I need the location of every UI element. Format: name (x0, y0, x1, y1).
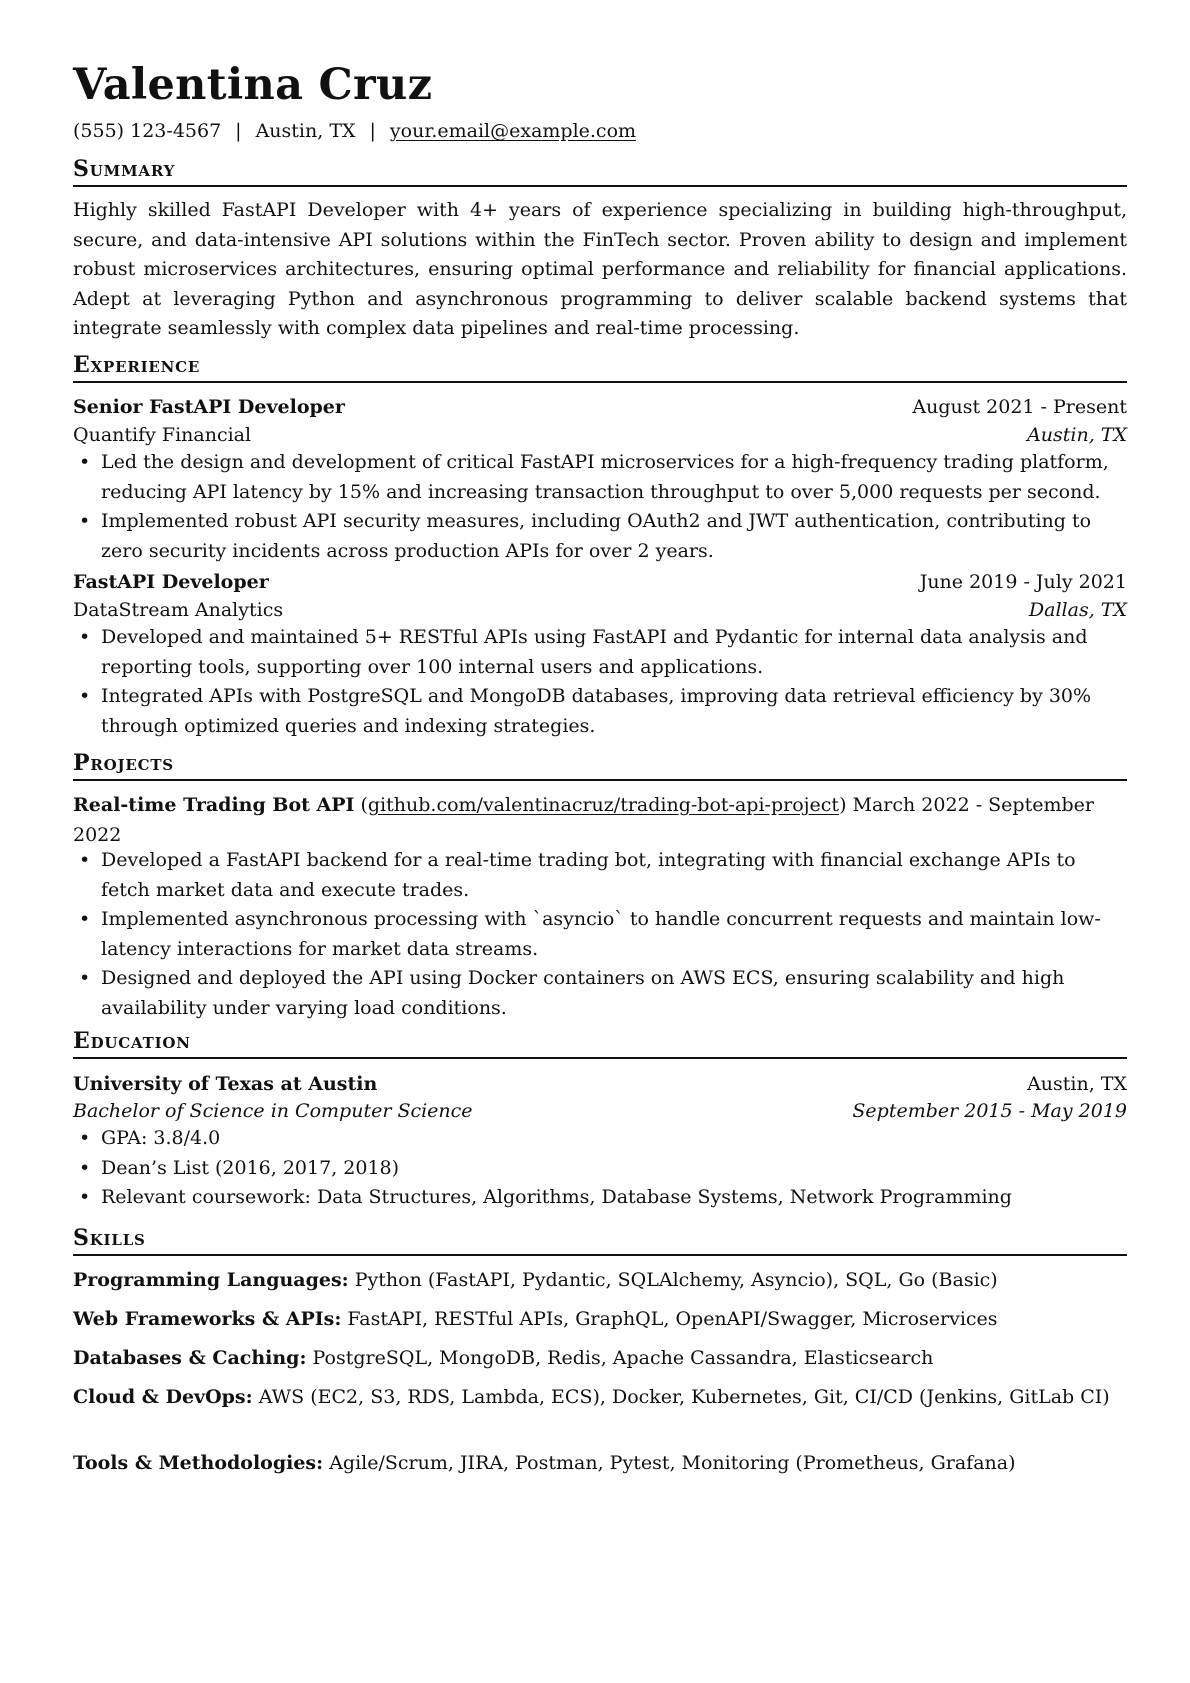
job-bullets (73, 623, 1127, 741)
email-link[interactable]: your.email@example.com (389, 120, 637, 142)
skill-value: PostgreSQL, MongoDB, Redis, Apache Cassandra, Elasticsearch (312, 1347, 934, 1369)
job-bullets (73, 448, 1127, 566)
contact-separator: | (235, 120, 242, 142)
project-link[interactable]: github.com/valentinacruz/trading-bot-api-project (367, 794, 840, 816)
skill-label: Cloud & DevOps: (73, 1386, 253, 1408)
school-name: University of Texas at Austin (73, 1073, 378, 1095)
job-header (73, 568, 1127, 596)
job-title: FastAPI Developer (73, 571, 269, 593)
skill-line (73, 1343, 1127, 1373)
section-title-summary: Summary (73, 156, 1127, 187)
contact-line (73, 120, 636, 142)
job-subheader (73, 421, 1127, 449)
education-bullets (73, 1124, 1127, 1213)
project-header: Real-time Trading Bot API (github.com/valentinacruz/trading-bot-api-project) March 2022 - September 2022 (73, 794, 1094, 846)
project-bullets (73, 846, 1127, 1023)
skill-value: AWS (EC2, S3, RDS, Lambda, ECS), Docker, Kubernetes, Git, CI/CD (Jenkins, GitLab CI) (258, 1386, 1110, 1408)
skill-value: FastAPI, RESTful APIs, GraphQL, OpenAPI/Swagger, Microservices (347, 1308, 998, 1330)
skill-label: Programming Languages: (73, 1269, 349, 1291)
section-title-experience: Experience (73, 352, 1127, 383)
job-subheader (73, 596, 1127, 624)
list-item: • Developed a FastAPI backend for a real-time trading bot, integrating with financial exchange APIs to fetch market data and execute trades. (73, 846, 1127, 905)
job-header (73, 393, 1127, 421)
section-title-education: Education (73, 1028, 1127, 1059)
list-item: • Implemented robust API security measures, including OAuth2 and JWT authentication, contributing to zero security incidents across production APIs for over 2 years. (73, 507, 1127, 566)
summary-text: Highly skilled FastAPI Developer with 4+ years of experience specializing in building high-throughput, secure, and data-intensive API solutions within the FinTech sector. Proven ability to design and implement robust microservices architectures, ensuring optimal performance and reliability for financial applications. Adept at leveraging Python and asynchronous programming to deliver scalable backend systems that integrate seamlessly with complex data pipelines and real-time processing. (73, 199, 1127, 339)
skill-line (73, 1304, 1127, 1334)
skill-line (73, 1382, 1127, 1412)
phone-number: (555) 123-4567 (73, 120, 222, 142)
school-location: Austin, TX (1027, 1073, 1127, 1095)
company-name: Quantify Financial (73, 424, 252, 446)
job-title: Senior FastAPI Developer (73, 396, 345, 418)
education-header (73, 1070, 1127, 1098)
skill-value: Agile/Scrum, JIRA, Postman, Pytest, Monitoring (Prometheus, Grafana) (329, 1452, 1016, 1474)
job-location: Austin, TX (1027, 424, 1127, 446)
list-item: • Developed and maintained 5+ RESTful APIs using FastAPI and Pydantic for internal data analysis and reporting tools, supporting over 100 internal users and applications. (73, 623, 1127, 682)
job-dates: June 2019 - July 2021 (919, 571, 1127, 593)
list-item: • Designed and deployed the API using Docker containers on AWS ECS, ensuring scalability and high availability under varying load conditions. (73, 964, 1127, 1023)
list-item: • Relevant coursework: Data Structures, Algorithms, Database Systems, Network Programming (73, 1183, 1127, 1213)
skill-line (73, 1448, 1127, 1478)
job-location: Dallas, TX (1028, 599, 1127, 621)
skill-label: Databases & Caching: (73, 1347, 307, 1369)
education-subheader (73, 1097, 1127, 1125)
project-name: Real-time Trading Bot API (73, 794, 355, 816)
contact-separator: | (369, 120, 376, 142)
list-item: • Led the design and development of critical FastAPI microservices for a high-frequency trading platform, reducing API latency by 15% and increasing transaction throughput to over 5,000 requests per second. (73, 448, 1127, 507)
skill-value: Python (FastAPI, Pydantic, SQLAlchemy, Asyncio), SQL, Go (Basic) (354, 1269, 998, 1291)
job-dates: August 2021 - Present (912, 396, 1127, 418)
skill-label: Tools & Methodologies: (73, 1452, 324, 1474)
list-item: • Implemented asynchronous processing with `asyncio` to handle concurrent requests and maintain low-latency interactions for market data streams. (73, 905, 1127, 964)
skill-label: Web Frameworks & APIs: (73, 1308, 342, 1330)
skill-line (73, 1265, 1127, 1295)
list-item: • Integrated APIs with PostgreSQL and MongoDB databases, improving data retrieval efficiency by 30% through optimized queries and indexing strategies. (73, 682, 1127, 741)
section-title-projects: Projects (73, 750, 1127, 781)
list-item: • GPA: 3.8/4.0 (73, 1124, 1127, 1154)
location: Austin, TX (255, 120, 356, 142)
project-dates: March 2022 - September 2022 (73, 794, 1094, 846)
company-name: DataStream Analytics (73, 599, 284, 621)
list-item: • Dean’s List (2016, 2017, 2018) (73, 1154, 1127, 1184)
section-title-skills: Skills (73, 1225, 1127, 1256)
candidate-name: Valentina Cruz (73, 60, 433, 110)
education-dates: September 2015 - May 2019 (852, 1100, 1127, 1122)
degree: Bachelor of Science in Computer Science (73, 1100, 473, 1122)
